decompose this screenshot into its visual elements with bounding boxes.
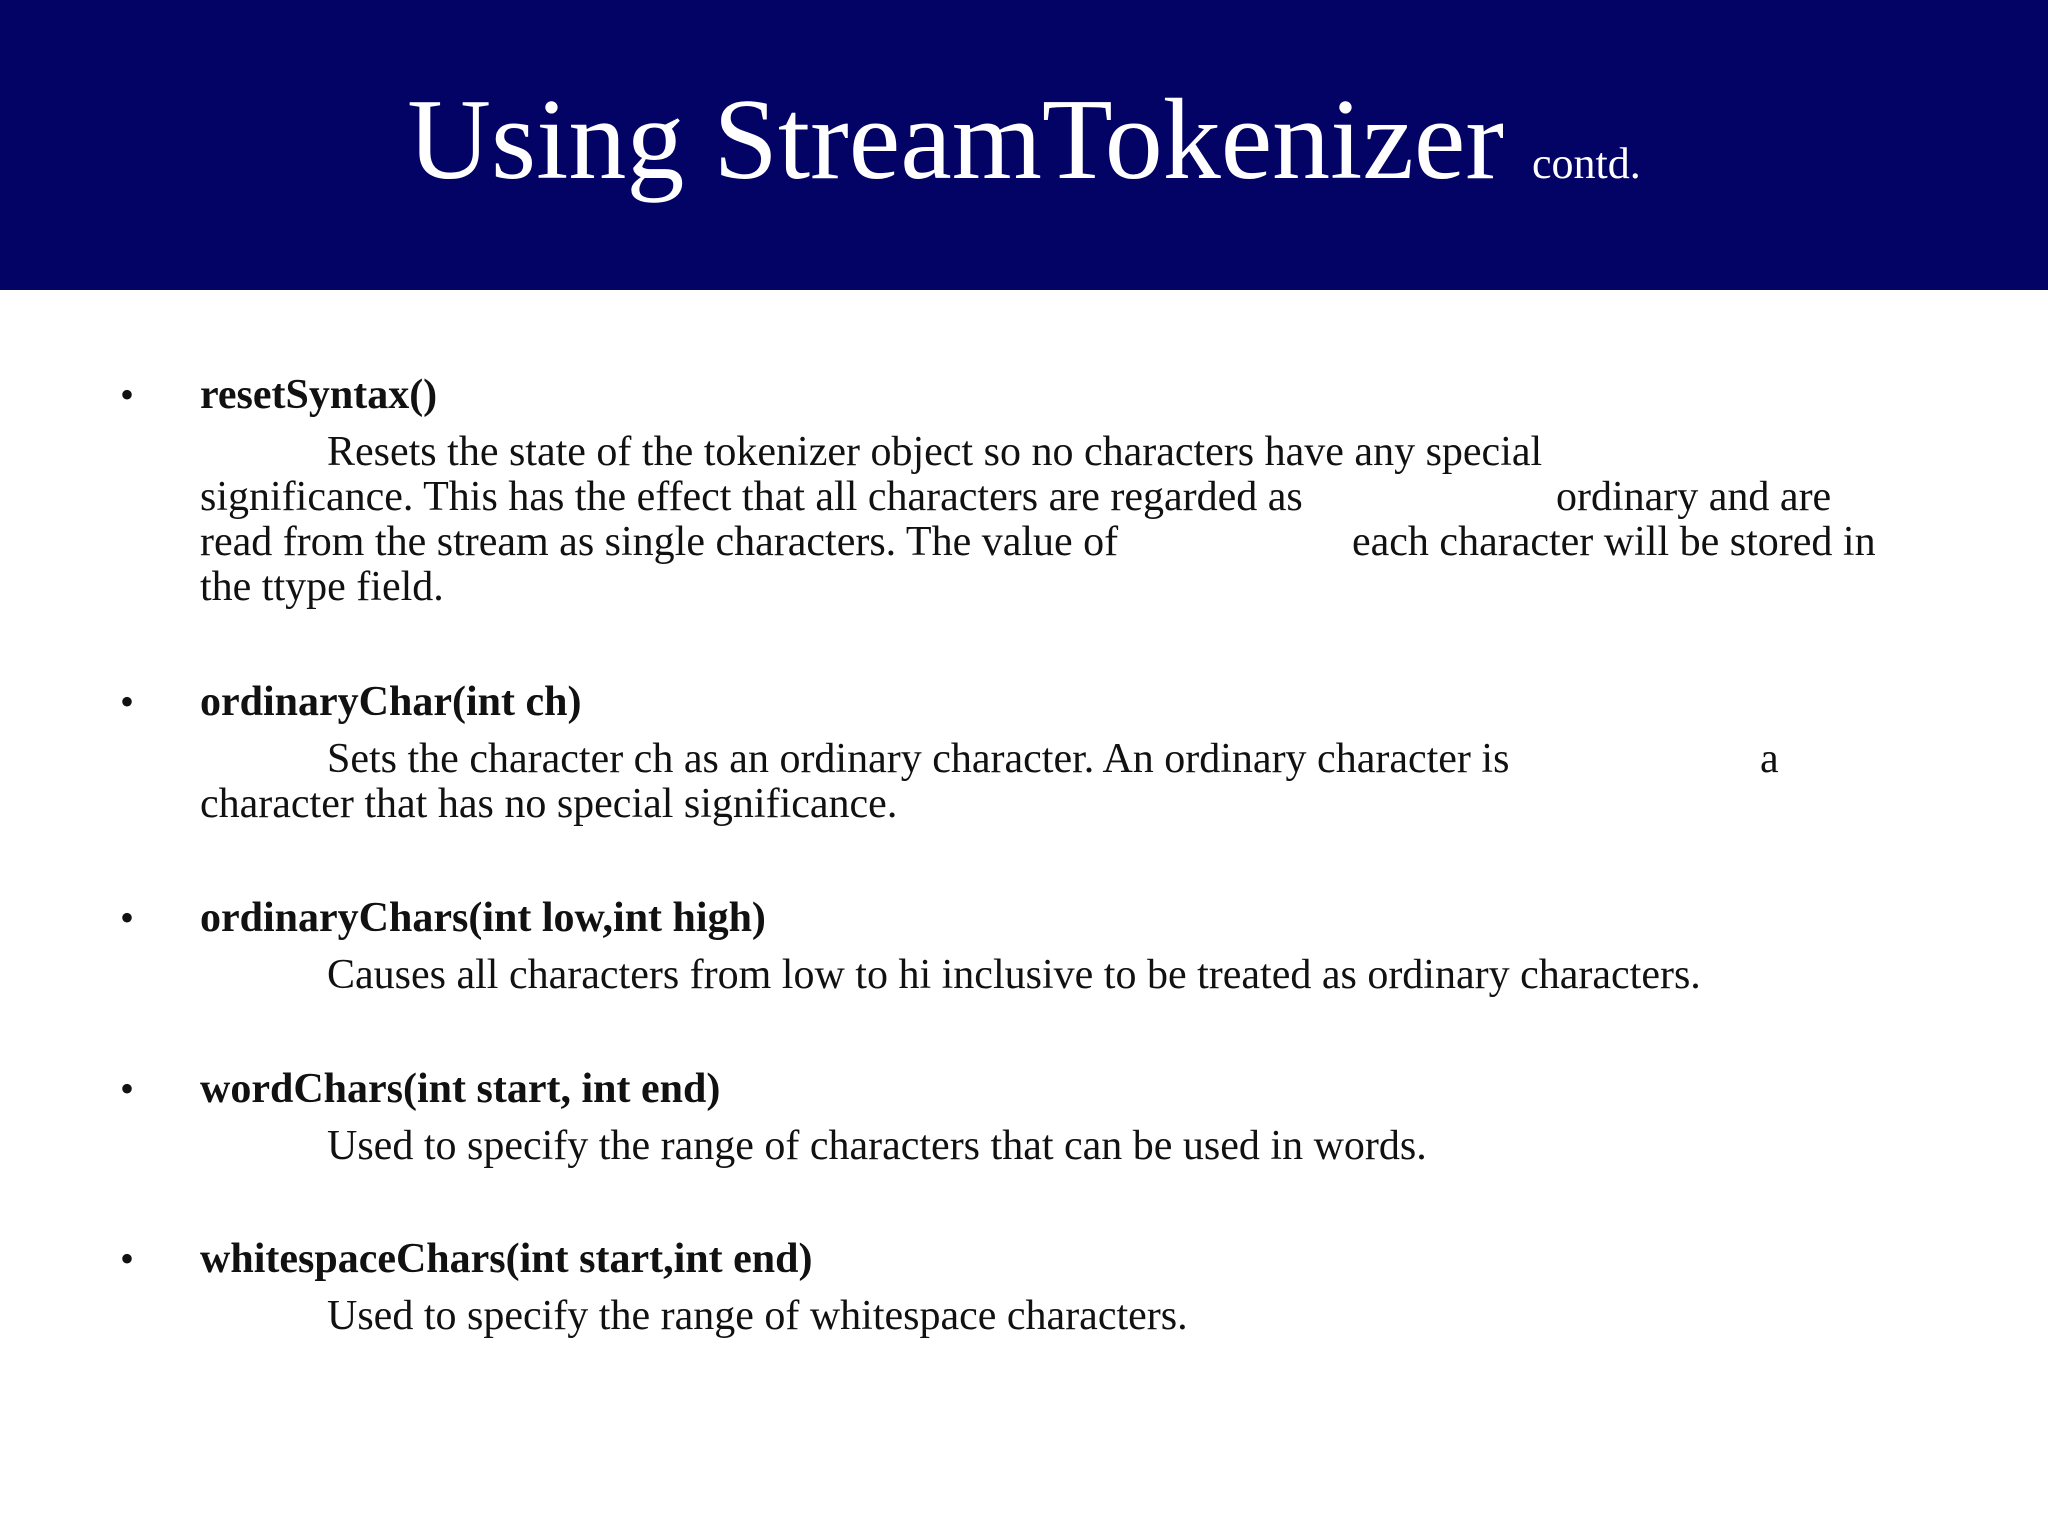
- bullet: •: [120, 895, 135, 940]
- description-line: [200, 430, 1940, 475]
- description-text: significance. This has the effect that all characters are regarded as: [200, 474, 1303, 520]
- method-signature: ordinaryChars(int low,int high): [200, 895, 766, 941]
- description-text: read from the stream as single characters. The value of: [200, 519, 1119, 565]
- description-line: [200, 565, 1940, 610]
- description-text: Sets the character ch as an ordinary character. An ordinary character is: [327, 736, 1510, 782]
- slide-title: Using StreamTokenizer: [407, 76, 1505, 204]
- description-line: [200, 782, 1940, 827]
- slide-subtitle: contd.: [1532, 139, 1641, 188]
- method-description: [200, 737, 1940, 827]
- description-text: Resets the state of the tokenizer object so no characters have any special: [327, 429, 1543, 475]
- description-text: Used to specify the range of whitespace characters.: [327, 1293, 1188, 1339]
- description-text: ordinary and are: [1556, 474, 1832, 520]
- description-text: the ttype field.: [200, 564, 444, 610]
- method-signature: whitespaceChars(int start,int end): [200, 1236, 813, 1282]
- description-text: each character will be stored in: [1352, 519, 1876, 565]
- description-line: [200, 1124, 1940, 1169]
- description-line: [200, 520, 1940, 565]
- method-signature: wordChars(int start, int end): [200, 1066, 721, 1112]
- description-line: [200, 737, 1940, 782]
- bullet: •: [120, 372, 135, 417]
- description-line: [200, 475, 1940, 520]
- method-description: [200, 953, 1940, 998]
- method-description: [200, 1124, 1940, 1169]
- description-text: character that has no special significance.: [200, 781, 898, 827]
- method-description: [200, 1294, 1940, 1339]
- bullet: •: [120, 679, 135, 724]
- description-text: Causes all characters from low to hi inclusive to be treated as ordinary characters.: [327, 952, 1701, 998]
- bullet: •: [120, 1066, 135, 1111]
- method-signature: resetSyntax(): [200, 372, 438, 418]
- description-text: Used to specify the range of characters that can be used in words.: [327, 1123, 1427, 1169]
- description-text: a: [1760, 736, 1779, 782]
- method-description: [200, 430, 1940, 610]
- bullet: •: [120, 1236, 135, 1281]
- description-line: [200, 1294, 1940, 1339]
- method-signature: ordinaryChar(int ch): [200, 679, 582, 725]
- description-line: [200, 953, 1940, 998]
